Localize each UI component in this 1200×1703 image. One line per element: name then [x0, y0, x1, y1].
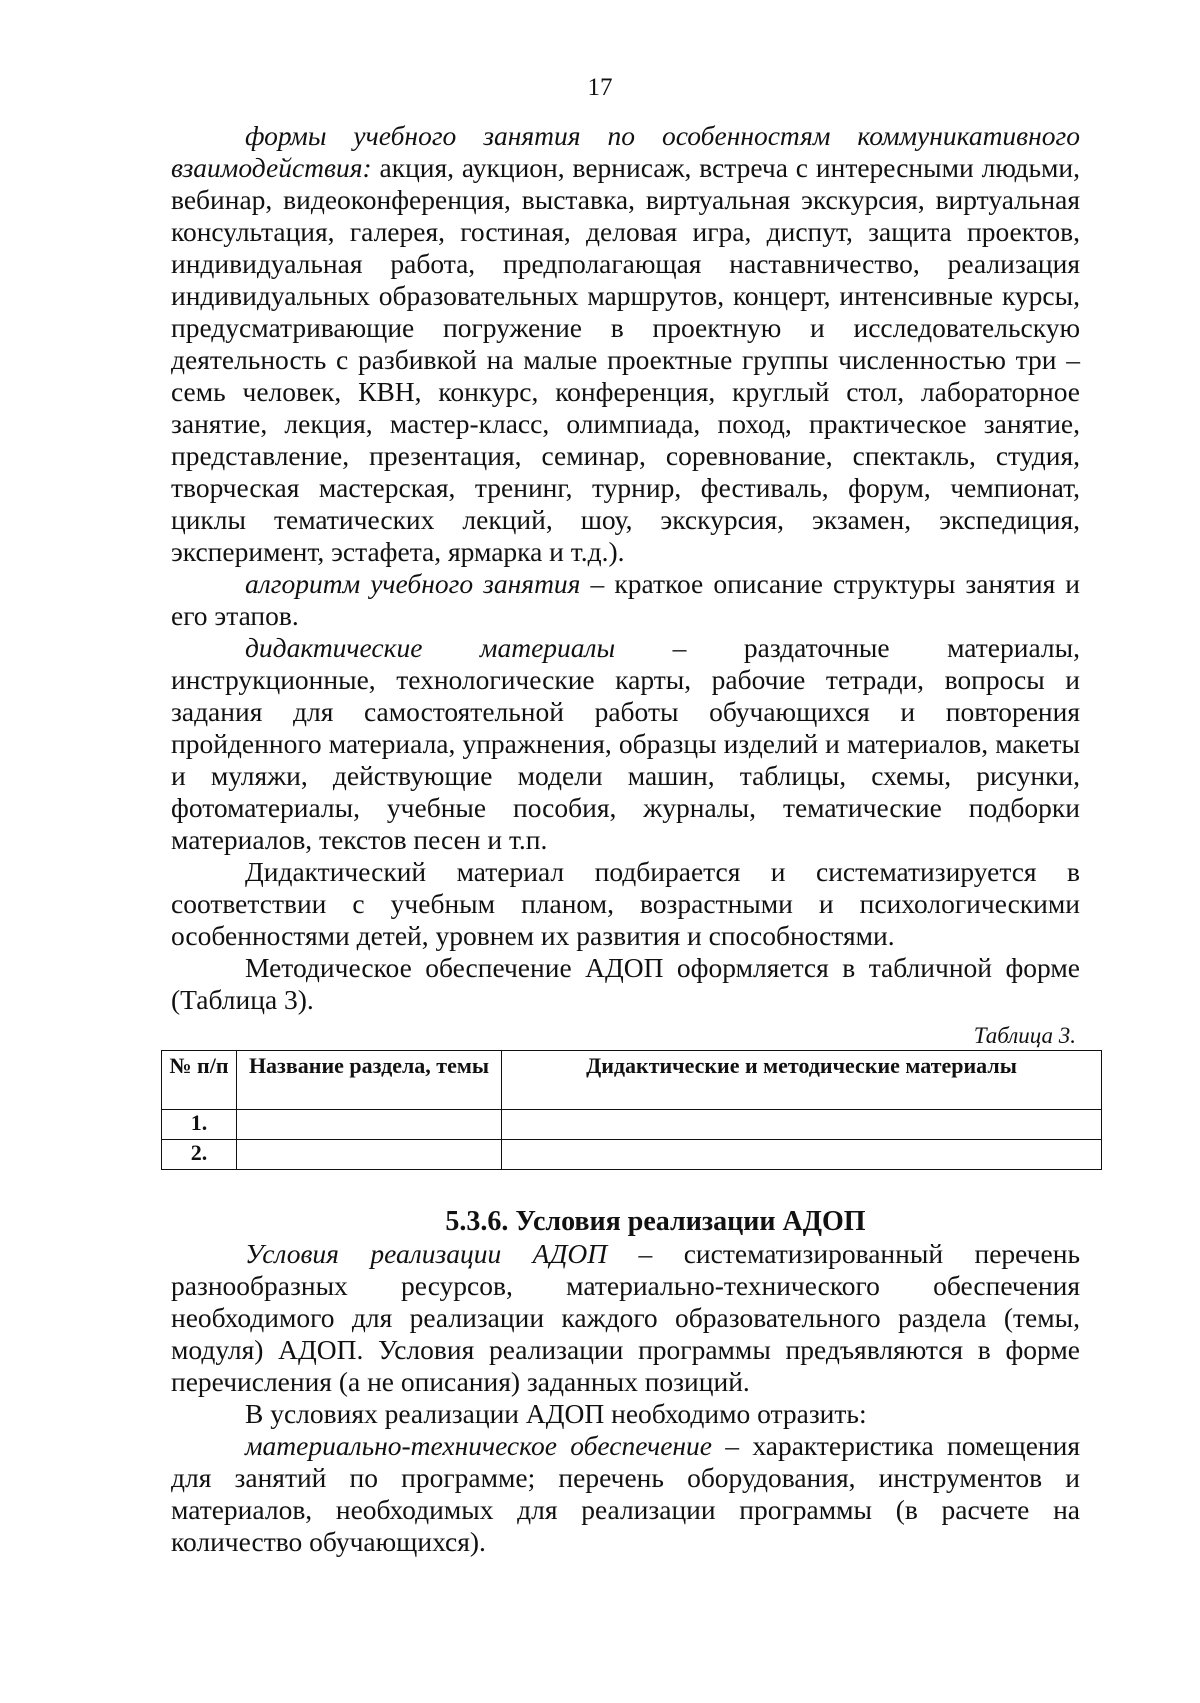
table-cell-number: 2.: [162, 1140, 237, 1170]
text-material-technical: – характеристика помещения для занятий по программе; перечень оборудования, инструментов и материалов, необходимых для реализации программы (в расчете на количество обучающихся).: [171, 1430, 1080, 1557]
page-number: 17: [587, 74, 613, 101]
section-heading: 5.3.6. Условия реализации АДОП: [445, 1206, 866, 1237]
paragraph-methodical-support: Методическое обеспечение АДОП оформляется в табличной форме (Таблица 3).: [171, 952, 1080, 1015]
methodical-support-table: [161, 1050, 1102, 1170]
header-section-title: Название раздела, темы: [237, 1051, 502, 1110]
paragraph-didactic-selection: Дидактический материал подбирается и систематизируется в соответствии с учебным планом, возрастными и психологическими особенностями детей, уровнем их развития и способностями.: [171, 856, 1080, 951]
header-materials: Дидактические и методические материалы: [502, 1051, 1102, 1110]
table-cell-materials: [502, 1110, 1102, 1140]
table-caption: Таблица 3.: [973, 1023, 1076, 1048]
header-number: № п/п: [162, 1051, 237, 1110]
table-header-row: [162, 1051, 1102, 1110]
term-lesson-forms: формы учебного занятия по особенностям коммуникативного взаимодействия:: [171, 120, 1080, 183]
table-cell-title: [237, 1140, 502, 1170]
paragraph-lesson-algorithm: [171, 568, 1080, 632]
term-implementation-conditions: Условия реализации АДОП: [245, 1238, 608, 1269]
table-cell-materials: [502, 1140, 1102, 1170]
text-implementation-conditions: – систематизированный перечень разнообразных ресурсов, материально-технического обеспечения необходимого для реализации каждого образовательного раздела (темы, модуля) АДОП. Условия реализации программы предъявляются в форме перечисления (а не описания) заданных позиций.: [171, 1238, 1080, 1397]
text-didactic-materials: – раздаточные материалы, инструкционные, технологические карты, рабочие тетради, вопросы и задания для самостоятельной работы обучающихся и повторения пройденного материала, упражнения, образцы изделий и материалов, макеты и муляжи, действующие модели машин, таблицы, схемы, рисунки, фотоматериалы, учебные пособия, журналы, тематические подборки материалов, текстов песен и т.п.: [171, 632, 1080, 855]
table-row: [162, 1110, 1102, 1140]
term-lesson-algorithm: алгоритм учебного занятия: [245, 568, 581, 599]
paragraph-didactic-materials: [171, 632, 1080, 856]
paragraph-conditions-reflect: В условиях реализации АДОП необходимо отразить:: [245, 1398, 867, 1429]
table-cell-number: 1.: [162, 1110, 237, 1140]
table-row: [162, 1140, 1102, 1170]
text-lesson-forms: акция, аукцион, вернисаж, встреча с интересными людьми, вебинар, видеоконференция, выставка, виртуальная экскурсия, виртуальная консультация, галерея, гостиная, деловая игра, диспут, защита проектов, индивидуальная работа, предполагающая наставничество, реализация индивидуальных образовательных маршрутов, концерт, интенсивные курсы, предусматривающие погружение в проектную и исследовательскую деятельность с разбивкой на малые проектные группы численностью три – семь человек, КВН, конкурс, конференция, круглый стол, лабораторное занятие, лекция, мастер-класс, олимпиада, поход, практическое занятие, представление, презентация, семинар, соревнование, спектакль, студия, творческая мастерская, тренинг, турнир, фестиваль, форум, чемпионат, циклы тематических лекций, шоу, экскурсия, экзамен, экспедиция, эксперимент, эстафета, ярмарка и т.д.).: [171, 152, 1080, 567]
term-material-technical: материально-техническое обеспечение: [245, 1430, 712, 1461]
table-cell-title: [237, 1110, 502, 1140]
term-didactic-materials: дидактические материалы: [245, 632, 616, 663]
paragraph-implementation-conditions: [171, 1238, 1080, 1398]
page-content: [171, 120, 1080, 1558]
paragraph-material-technical: [171, 1430, 1080, 1558]
paragraph-lesson-forms: [171, 120, 1080, 568]
text-lesson-algorithm: – краткое описание структуры занятия и его этапов.: [171, 568, 1081, 631]
